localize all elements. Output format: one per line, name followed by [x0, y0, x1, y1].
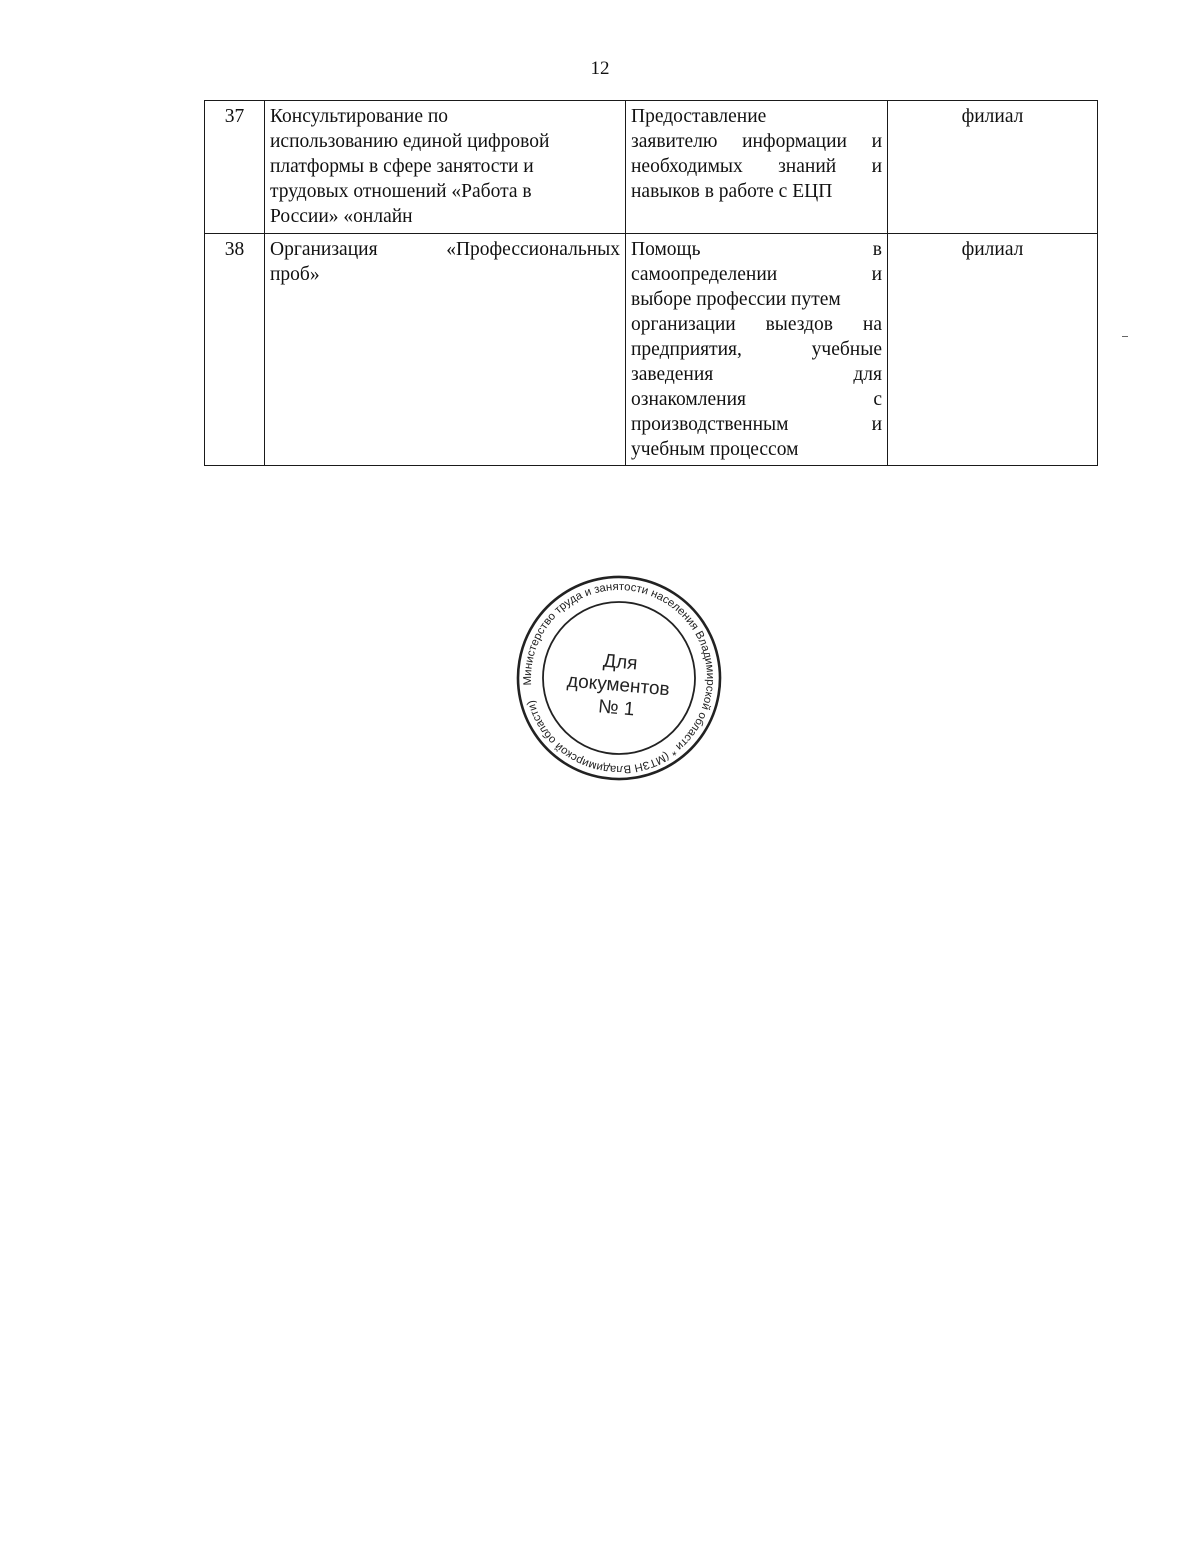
- word: с: [873, 389, 882, 410]
- justified-line: [631, 312, 882, 337]
- text-line: учебным процессом: [631, 439, 799, 460]
- word: учебные: [811, 339, 882, 360]
- word: ознакомления: [631, 389, 746, 410]
- executor-cell: филиал: [888, 101, 1098, 234]
- word: организации: [631, 314, 736, 335]
- text-line: России» «онлайн: [270, 206, 413, 227]
- table-row: [205, 234, 1098, 466]
- scan-mark: [1122, 336, 1128, 337]
- justified-line: [631, 337, 882, 362]
- word: самоопределении: [631, 264, 778, 285]
- justified-line: [631, 362, 882, 387]
- service-name-cell: [265, 101, 626, 234]
- word: Помощь: [631, 239, 701, 260]
- seal-outer-text: Министерство труда и занятости населения Владимирской области * (МТЗН Владимирской области): [521, 580, 717, 776]
- word: на: [862, 314, 882, 335]
- justified-line: [631, 237, 882, 262]
- row-number-cell: 37: [205, 101, 265, 234]
- justified-line: [631, 154, 882, 179]
- service-name-cell: [265, 234, 626, 466]
- word: Организация: [270, 239, 378, 260]
- service-description-cell: [626, 101, 888, 234]
- text-line: выборе профессии путем: [631, 289, 841, 310]
- seal-center-line-1: Для: [602, 650, 639, 675]
- seal-center-line-2: документов: [566, 670, 671, 701]
- service-description-cell: [626, 234, 888, 466]
- word: знаний: [778, 156, 837, 177]
- seal-center-line-3: № 1: [597, 696, 636, 721]
- justified-line: [631, 412, 882, 437]
- word: и: [871, 131, 882, 152]
- services-table: [204, 100, 1098, 466]
- word: для: [853, 364, 882, 385]
- word: заявителю: [631, 131, 718, 152]
- word: и: [871, 156, 882, 177]
- page-number: 12: [590, 58, 610, 79]
- row-number-cell: 38: [205, 234, 265, 466]
- word: выездов: [765, 314, 834, 335]
- word: производственным: [631, 414, 789, 435]
- justified-line: [631, 387, 882, 412]
- word: заведения: [631, 364, 714, 385]
- word: необходимых: [631, 156, 743, 177]
- text-line: Консультирование по: [270, 106, 449, 127]
- text-line: проб»: [270, 264, 320, 285]
- word: «Профессиональных: [446, 239, 620, 260]
- text-line: платформы в сфере занятости и: [270, 156, 534, 177]
- word: и: [871, 414, 882, 435]
- official-seal: [514, 573, 724, 783]
- executor-cell: филиал: [888, 234, 1098, 466]
- word: информации: [742, 131, 847, 152]
- word: в: [872, 239, 882, 260]
- justified-line: [270, 237, 620, 262]
- text-line: навыков в работе с ЕЦП: [631, 181, 833, 202]
- word: и: [871, 264, 882, 285]
- justified-line: [631, 129, 882, 154]
- text-line: использованию единой цифровой: [270, 131, 550, 152]
- word: предприятия,: [631, 339, 742, 360]
- text-line: Предоставление: [631, 106, 767, 127]
- justified-line: [631, 262, 882, 287]
- text-line: трудовых отношений «Работа в: [270, 181, 532, 202]
- table-row: [205, 101, 1098, 234]
